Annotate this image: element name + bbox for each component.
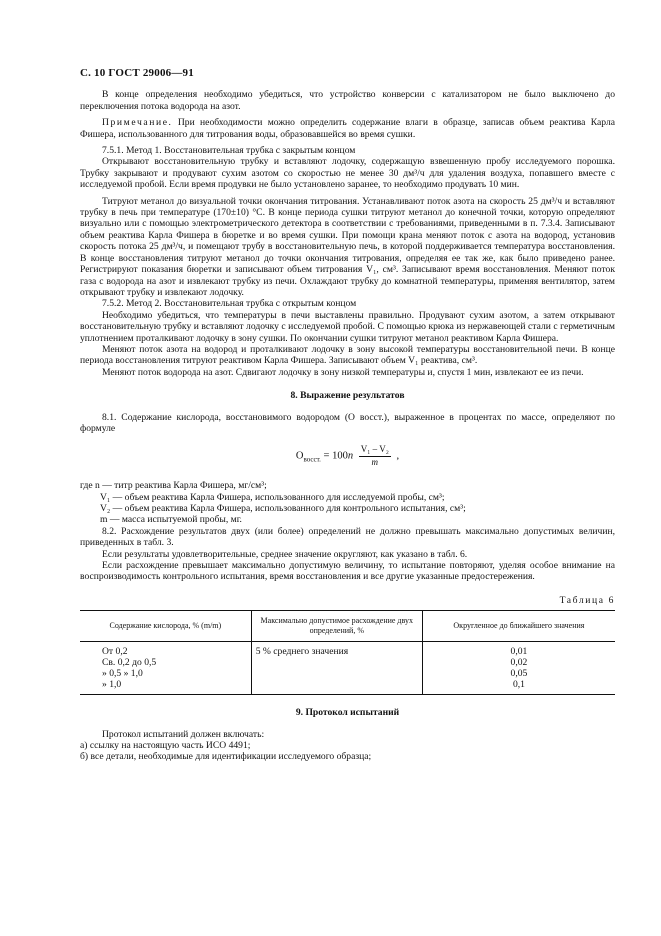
method1-paragraph-2: Титруют метанол до визуальной точки окончания титрования. Устанавливают поток азота на скорость 25 дм³/ч и вставляют трубку в печь при температуре (170±10) °С. В конце периода сушки титруют метанол до конечной точки, которую определяют визуально или с помощью электрометрического детектора в соответствии с требованиями, приведенными в п. 7.3.4. Записывают объем реактива Карла Фишера в бюретке и во время сушки. При помощи крана меняют поток с азота на водород, установив скорость потока 25 дм³/ч, и помещают трубу в восстановительную печь, в которой поддерживается температура восстановления. В конце восстановления титруют метанол до точки окончания титрования, определяя ее так же, как было приведено ранее. Регистрируют показания бюретки и записывают объем титрования V₁, см³. Записывают время восстановления. Меняют поток газа с водорода на азот и извлекают трубку из печи. Охлаждают трубку до комнатной температуры, применяя вентилятор, затем открывают трубку и извлекают лодочку. (80, 195, 615, 298)
table-cell: » 1,0 (80, 679, 251, 695)
method2-title: 7.5.2. Метод 2. Восстановительная трубка с открытым концом (102, 298, 357, 310)
formula-fraction (359, 444, 391, 468)
table-cell: 0,01 (422, 642, 615, 658)
table-cell (251, 668, 422, 679)
protocol-list (80, 729, 615, 763)
formula-legend (80, 480, 615, 526)
table-row (80, 642, 615, 658)
section-8-paragraph-4: Если расхождение превышает максимально допустимую величину, то испытание повторяют, уделяя особое внимание на воспроизводимость контрольного испытания, время восстановления и все другие указанные предостережения. (80, 560, 615, 583)
table-cell: 0,1 (422, 679, 615, 695)
method2-paragraph-1: Необходимо убедиться, что температуры в печи выставлены правильно. Продувают сухим азотом, а затем открывают восстановительную трубку и вставляют лодочку с исследуемой пробой. С помощью крюка из нержавеющей стали с герметичным уплотнением проталкивают лодочку в зону сушки. По окончании сушки титруют метанол реактивом Карла Фишера. (80, 309, 615, 344)
formula-numerator: V₁ – V₂ (359, 444, 391, 456)
method2-paragraph-2: Меняют поток азота на водород и проталкивают лодочку в зону высокой температуры восстановительной печи. В конце периода восстановления титруют реактивом Карла Фишера. Записывают объем V₁ реактива, см³. (80, 343, 615, 367)
section-8-paragraph-1: 8.1. Содержание кислорода, восстановимого водородом (О восст.), выраженное в процентах по массе, определяют по формуле (80, 411, 615, 434)
table-cell: От 0,2 (102, 646, 128, 658)
note-label: Примечание. (102, 117, 173, 129)
paragraph-intro: В конце определения необходимо убедиться, что устройство конверсии с катализатором не было выключено до переключения потока водорода на азот. (80, 89, 615, 112)
list-item: а) ссылку на настоящую часть ИСО 4491; (80, 740, 251, 752)
table-header-max-divergence: Максимально допустимое расхождение двух определений, % (251, 611, 422, 642)
table-cell (251, 679, 422, 695)
legend-line-v2: V₂ — объем реактива Карла Фишера, использованного для контрольного испытания, см³; (100, 503, 466, 514)
formula-tail: , (393, 450, 400, 462)
formula-denominator: m (371, 456, 379, 467)
list-item: б) все детали, необходимые для идентификации исследуемого образца; (80, 751, 372, 763)
section-8-paragraph-3: Если результаты удовлетворительные, среднее значение округляют, как указано в табл. 6. (102, 548, 468, 560)
table-cell: » 0,5 » 1,0 (102, 668, 143, 680)
method2-paragraph-3: Меняют поток водорода на азот. Сдвигают лодочку в зону низкой температуры и, спустя 1 мин, извлекают ее из печи. (102, 366, 584, 378)
table-cell: 5 % среднего значения (251, 642, 422, 658)
legend-line-m: m — масса испытуемой пробы, мг. (100, 514, 242, 526)
table-cell (251, 657, 422, 668)
table-cell: Св. 0,2 до 0,5 (102, 657, 157, 669)
table-header-row (80, 611, 615, 642)
table-row (80, 668, 615, 679)
formula-n: n (347, 450, 354, 462)
method1-paragraph-1: Открывают восстановительную трубку и вставляют лодочку, содержащую взвешенную пробу исследуемого порошка. Трубку закрывают и продувают сухим азотом со скоростью не менее 30 дм³/ч для удаления воздуха, попавшего вместе с исследуемой пробой. Если время продувки не было установлено заранее, то необходимо продувать 10 мин. (80, 156, 615, 191)
page-header: С. 10 ГОСТ 29006—91 (80, 67, 194, 79)
section-9-title: 9. Протокол испытаний (295, 707, 400, 719)
table-caption: Таблица 6 (559, 594, 615, 606)
note-text: При необходимости можно определить содержание влаги в образце, записав объем реактива Карла Фишера, использованного для титрования воды, образовавшейся во время сушки. (80, 117, 615, 140)
table-cell: 0,02 (422, 657, 615, 668)
formula-equals: = 100 (320, 450, 348, 462)
section-8-title: 8. Выражение результатов (290, 390, 405, 402)
table-row (80, 679, 615, 695)
formula-lhs-subscript: восст. (303, 455, 321, 464)
section-8-paragraph-2: 8.2. Расхождение результатов двух (или более) определений не должно превышать максимально допустимых величин, приведенных в табл. 3. (80, 525, 615, 549)
legend-line-v1: V₁ — объем реактива Карла Фишера, использованного для исследуемой пробы, см³; (100, 491, 445, 503)
rounding-table (80, 610, 615, 695)
note (80, 117, 615, 140)
table-row (80, 657, 615, 668)
oxygen-formula (80, 444, 615, 468)
formula-lhs: О (295, 450, 304, 462)
table-header-rounded: Округленное до ближайшего значения (422, 611, 615, 642)
protocol-intro: Протокол испытаний должен включать: (102, 728, 265, 740)
table-header-oxygen: Содержание кислорода, % (m/m) (80, 611, 251, 642)
table-cell: 0,05 (422, 668, 615, 679)
method1-title: 7.5.1. Метод 1. Восстановительная трубка с закрытым концом (102, 145, 356, 157)
legend-line-n: где n — титр реактива Карла Фишера, мг/см³; (80, 480, 267, 492)
